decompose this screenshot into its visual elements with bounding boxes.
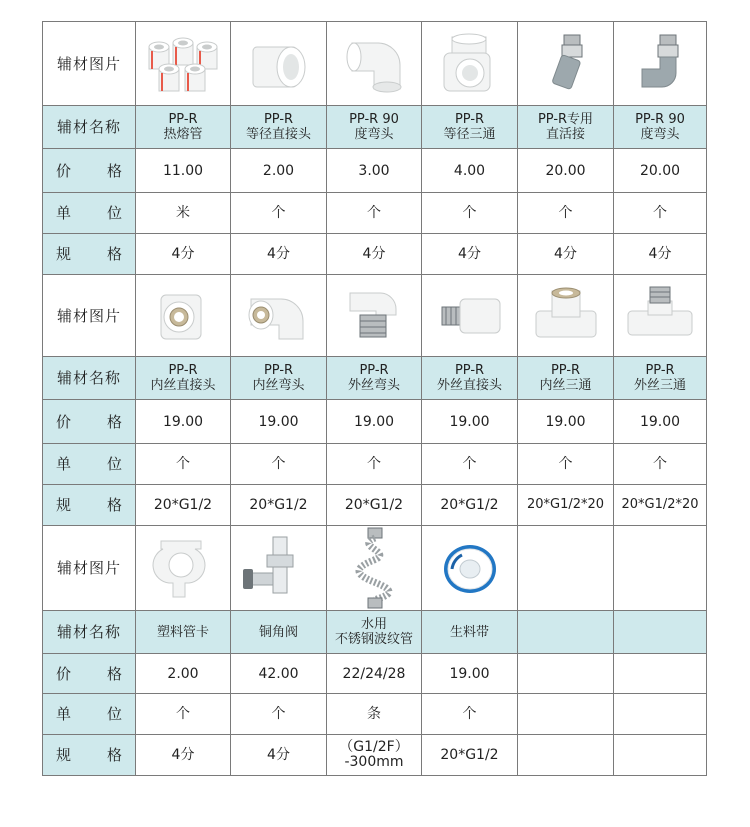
product-image-cell [422, 275, 518, 357]
product-name-line1: PP-R [550, 363, 581, 378]
product-spec-text: 20*G1/2 [249, 497, 308, 513]
product-spec [327, 735, 422, 776]
product-name-cell [231, 357, 327, 400]
product-price-text: 19.00 [449, 413, 490, 430]
product-price [231, 654, 327, 694]
product-unit [136, 193, 231, 234]
product-price [518, 400, 614, 444]
product-unit-text: 个 [462, 456, 477, 472]
product-price [422, 149, 518, 193]
product-spec-text: 4分 [362, 246, 386, 262]
product-name-cell [518, 357, 614, 400]
product-name-line1: 水用 [360, 617, 387, 632]
row-label-char: 格 [106, 245, 122, 263]
product-image-cell [231, 526, 327, 611]
row-label-spec [43, 234, 136, 275]
product-spec [518, 234, 614, 275]
product-name-line1: PP-R [359, 363, 389, 378]
row-label-text: 辅材图片 [56, 54, 121, 73]
product-price-text: 19.00 [545, 413, 586, 430]
product-image-cell [136, 275, 231, 357]
product-unit-text: 个 [271, 205, 286, 221]
product-spec [614, 234, 707, 275]
product-unit [422, 694, 518, 735]
row-label-text [56, 163, 122, 179]
product-spec-text: 4分 [554, 246, 577, 262]
product-unit-text: 个 [367, 456, 381, 472]
row-label-char: 位 [106, 204, 122, 222]
product-image-cell [231, 275, 327, 357]
product-image-cell [231, 22, 327, 106]
product-name: 直活接 [545, 127, 585, 142]
row-label-image [43, 275, 136, 357]
row-label-text: 辅材名称 [56, 623, 121, 641]
product-price [327, 149, 422, 193]
product-unit-text: 条 [367, 706, 381, 722]
product-spec-text: 4分 [267, 246, 290, 262]
row-label-char: 规 [56, 496, 72, 514]
product-unit-text: 个 [176, 706, 190, 722]
row-label-name [43, 357, 136, 400]
row-label-char: 价 [56, 412, 72, 431]
male-thread-tee-icon [614, 285, 706, 347]
product-price [136, 149, 231, 193]
row-label-text: 辅材图片 [56, 559, 121, 577]
product-name-line1: PP-R [168, 363, 198, 378]
product-unit [614, 444, 707, 485]
product-name: 外丝三通 [633, 378, 686, 393]
product-unit [518, 444, 614, 485]
row-label-char: 格 [106, 412, 122, 431]
product-unit [614, 193, 707, 234]
product-name: 热熔管 [163, 127, 203, 142]
row-label-text [56, 456, 122, 472]
product-unit [518, 694, 614, 735]
row-label-char: 格 [106, 161, 122, 180]
product-unit-text: 个 [558, 205, 573, 221]
row-label-text [56, 205, 122, 221]
product-price-text: 20.00 [545, 162, 586, 179]
product-spec-text: 20*G1/2 [440, 497, 499, 513]
product-image-cell [136, 22, 231, 106]
product-price-text: 20.00 [639, 162, 681, 179]
product-spec-text: 20*G1/2 [153, 497, 213, 513]
product-unit-text: 个 [653, 456, 667, 472]
product-name-cell [422, 106, 518, 149]
pipe-clip-icon [136, 533, 230, 603]
product-spec-text: 20*G1/2*20 [621, 497, 699, 512]
row-label-text [56, 706, 122, 722]
row-label-name [43, 106, 136, 149]
product-price-text: 3.00 [358, 162, 390, 179]
product-name-cell [614, 611, 707, 654]
product-price-text: 11.00 [162, 162, 204, 179]
row-label-price [43, 400, 136, 444]
product-image-cell [327, 526, 422, 611]
row-label-char: 位 [106, 455, 122, 473]
product-price [422, 400, 518, 444]
product-name-line1: PP-R专用 [537, 112, 594, 127]
product-name-cell [231, 106, 327, 149]
product-price [614, 400, 707, 444]
tee-icon [422, 33, 517, 95]
product-price [327, 400, 422, 444]
product-spec [327, 485, 422, 526]
product-spec-text: 20*G1/2 [344, 497, 404, 513]
product-spec [231, 234, 327, 275]
female-thread-elbow-icon [231, 285, 326, 347]
product-spec [422, 485, 518, 526]
product-price [136, 654, 231, 694]
row-label-unit [43, 444, 136, 485]
product-spec-text: 4分 [171, 246, 195, 262]
product-name: 不锈钢波纹管 [334, 632, 413, 647]
product-name-cell [327, 357, 422, 400]
product-name: 等径三通 [443, 127, 496, 142]
row-label-char: 格 [106, 496, 122, 514]
row-label-text [56, 747, 122, 763]
product-name-cell [518, 611, 614, 654]
product-price-text: 19.00 [449, 665, 490, 682]
product-name: 内丝直接头 [150, 378, 216, 393]
product-unit [327, 193, 422, 234]
product-name-line1: PP-R [263, 112, 294, 127]
row-label-unit [43, 193, 136, 234]
product-unit [327, 694, 422, 735]
product-unit-text: 个 [653, 205, 667, 221]
product-image-cell [614, 526, 707, 611]
row-label-spec [43, 485, 136, 526]
product-name: 度弯头 [354, 127, 394, 142]
product-unit-text: 个 [558, 456, 573, 472]
product-image-cell [327, 275, 422, 357]
product-unit [136, 694, 231, 735]
product-image-cell [422, 526, 518, 611]
product-unit [231, 444, 327, 485]
product-price-text: 19.00 [258, 413, 299, 430]
product-spec [614, 735, 707, 776]
product-image-cell [136, 526, 231, 611]
row-label-text: 辅材名称 [56, 369, 121, 387]
product-spec [422, 234, 518, 275]
product-price [614, 149, 707, 193]
row-label-char: 单 [56, 705, 72, 723]
product-name: 内丝三通 [539, 378, 592, 393]
product-spec [518, 485, 614, 526]
product-price-text: 4.00 [453, 162, 486, 179]
product-name-cell [422, 611, 518, 654]
product-unit [422, 444, 518, 485]
pipe-bundle-icon [136, 33, 230, 95]
row-label-name [43, 611, 136, 654]
price-table [42, 21, 707, 776]
product-name-cell [327, 106, 422, 149]
product-unit-text: 个 [271, 456, 286, 472]
row-label-char: 单 [56, 204, 72, 222]
female-thread-coupling-icon [136, 285, 230, 347]
product-name: 生料带 [449, 624, 489, 640]
product-price [518, 654, 614, 694]
straight-coupling-icon [231, 33, 326, 95]
product-spec [231, 485, 327, 526]
row-label-image [43, 22, 136, 106]
product-name-cell [518, 106, 614, 149]
product-price [136, 400, 231, 444]
corrugated-hose-icon [327, 526, 421, 610]
product-price [231, 400, 327, 444]
product-spec [518, 735, 614, 776]
product-price [231, 149, 327, 193]
row-label-text: 辅材图片 [56, 306, 121, 325]
product-name-cell [136, 106, 231, 149]
product-unit [422, 193, 518, 234]
row-label-image [43, 526, 136, 611]
product-name: 塑料管卡 [156, 624, 209, 640]
product-price-text: 2.00 [167, 665, 199, 682]
product-unit-text: 个 [367, 205, 381, 221]
product-image-cell [327, 22, 422, 106]
product-image-cell [518, 275, 614, 357]
product-unit-text: 个 [271, 706, 286, 722]
row-label-price [43, 149, 136, 193]
product-name-cell [136, 611, 231, 654]
ptfe-tape-icon [422, 533, 517, 603]
product-spec-text: 4分 [171, 747, 195, 763]
product-unit-text: 个 [462, 205, 477, 221]
product-unit [614, 694, 707, 735]
product-unit [231, 193, 327, 234]
row-label-char: 价 [56, 161, 72, 180]
product-unit-text: 个 [462, 706, 477, 722]
product-spec [231, 735, 327, 776]
product-unit [327, 444, 422, 485]
row-label-text [56, 666, 122, 682]
product-name-line1: PP-R 90 [349, 112, 399, 127]
product-price-text: 2.00 [262, 162, 295, 179]
product-name-line1: PP-R [454, 363, 485, 378]
angle-valve-icon [231, 533, 326, 603]
elbow-icon [327, 33, 421, 95]
product-name-cell [422, 357, 518, 400]
product-name-line1: PP-R [168, 112, 198, 127]
product-name-cell [614, 357, 707, 400]
product-name: 等径直接头 [245, 127, 311, 142]
row-label-char: 规 [56, 746, 72, 764]
row-label-char: 格 [106, 746, 122, 764]
product-name: 内丝弯头 [252, 378, 305, 393]
row-label-text: 辅材名称 [56, 118, 121, 136]
product-spec-text: 20*G1/2*20 [526, 497, 605, 512]
product-unit-text: 个 [176, 456, 190, 472]
product-name-cell [231, 611, 327, 654]
product-name-line1: PP-R [645, 363, 675, 378]
product-name-cell [136, 357, 231, 400]
product-unit [136, 444, 231, 485]
product-unit [518, 193, 614, 234]
product-name: 外丝弯头 [347, 378, 400, 393]
product-price [327, 654, 422, 694]
product-spec-text: 20*G1/2 [440, 747, 499, 763]
product-name: 铜角阀 [258, 624, 298, 640]
product-price-text: 19.00 [639, 413, 681, 430]
male-thread-elbow-icon [327, 285, 421, 347]
male-thread-coupling-icon [422, 285, 517, 347]
product-image-cell [422, 22, 518, 106]
product-price-text: 19.00 [162, 413, 204, 430]
product-image-cell [614, 22, 707, 106]
product-image-cell [518, 22, 614, 106]
product-spec-text: 4分 [648, 246, 672, 262]
product-price [614, 654, 707, 694]
product-price-text: 19.00 [353, 413, 395, 430]
product-spec [327, 234, 422, 275]
product-spec [422, 735, 518, 776]
row-label-char: 单 [56, 455, 72, 473]
product-image-cell [614, 275, 707, 357]
product-price-text: 42.00 [258, 665, 299, 682]
product-name-line1: PP-R 90 [635, 112, 685, 127]
product-name-cell [327, 611, 422, 654]
female-thread-tee-icon [518, 285, 613, 347]
product-name-line1: PP-R [263, 363, 294, 378]
row-label-price [43, 654, 136, 694]
row-label-text [56, 246, 122, 262]
product-name: 度弯头 [640, 127, 680, 142]
row-label-char: 格 [106, 664, 122, 683]
product-name-line1: PP-R [454, 112, 485, 127]
product-spec-text: 4分 [458, 246, 481, 262]
row-label-char: 规 [56, 245, 72, 263]
union-elbow-icon [614, 33, 706, 95]
product-spec [614, 485, 707, 526]
row-label-text [56, 497, 122, 513]
product-unit-text: 米 [176, 205, 190, 221]
product-spec [136, 234, 231, 275]
product-spec-text: -300mm [344, 754, 404, 770]
product-spec-text: 4分 [267, 747, 290, 763]
product-spec [136, 485, 231, 526]
row-label-char: 价 [56, 664, 72, 683]
row-label-unit [43, 694, 136, 735]
product-price [422, 654, 518, 694]
product-price-text: 22/24/28 [342, 665, 406, 682]
product-spec-line1: （G1/2F） [339, 739, 409, 755]
product-name-cell [614, 106, 707, 149]
product-spec [136, 735, 231, 776]
product-unit [231, 694, 327, 735]
row-label-spec [43, 735, 136, 776]
row-label-char: 位 [106, 705, 122, 723]
row-label-text [56, 414, 122, 430]
product-name: 外丝直接头 [436, 378, 502, 393]
product-price [518, 149, 614, 193]
product-image-cell [518, 526, 614, 611]
straight-union-icon [518, 33, 613, 95]
